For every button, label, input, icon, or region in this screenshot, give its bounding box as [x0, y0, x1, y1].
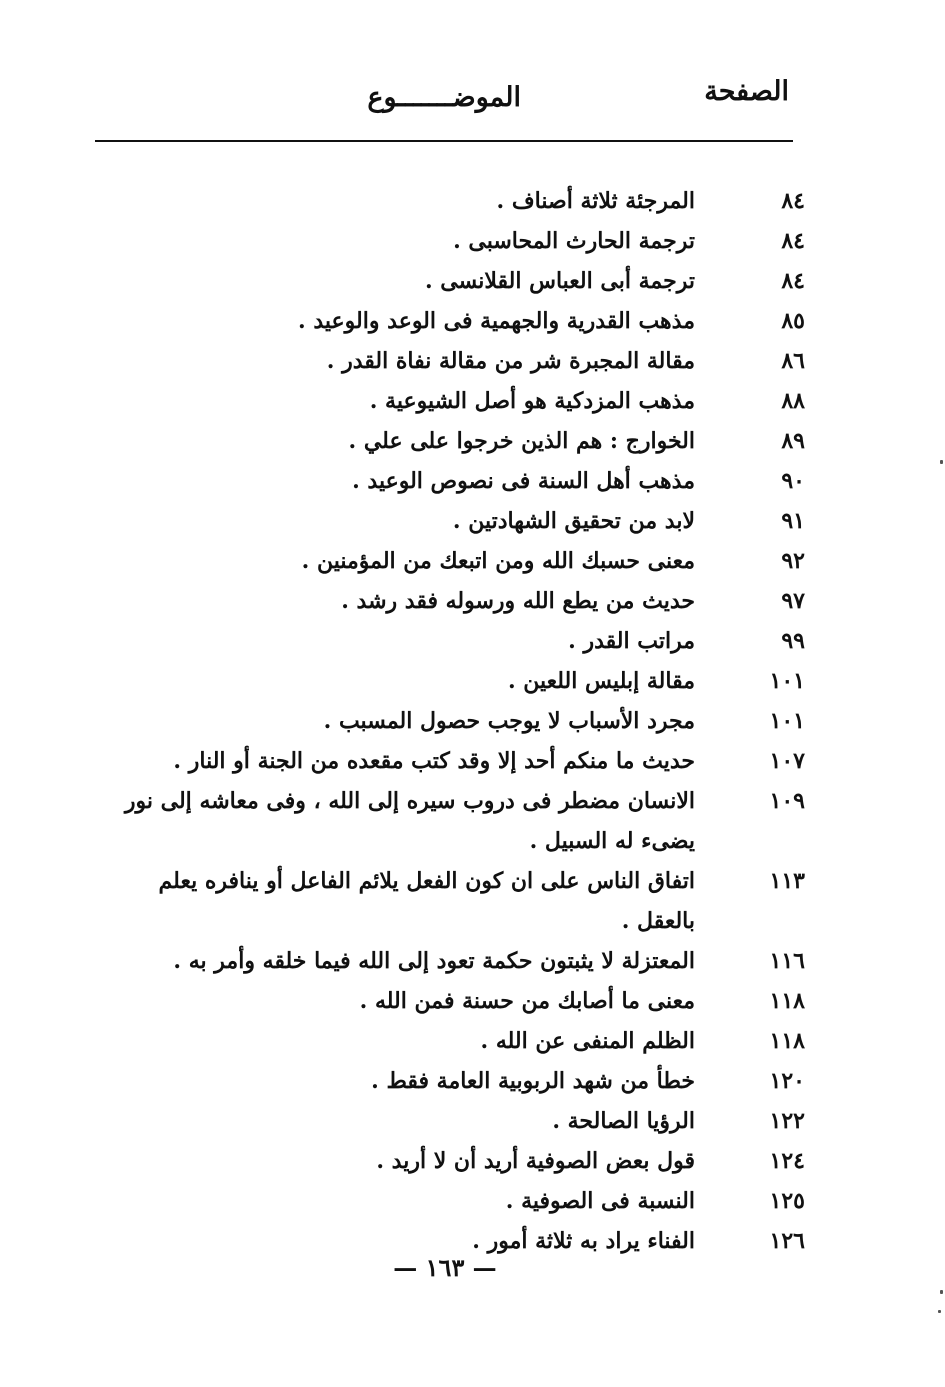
entry-page-number: ٨٦	[781, 348, 805, 374]
entry-title: الفناء يراد به ثلاثة أمور .	[472, 1228, 695, 1254]
entry-page-number: ٨٤	[781, 188, 805, 214]
table-header	[95, 72, 793, 120]
entry-page-number: ١٢٥	[769, 1188, 805, 1214]
scan-speck	[940, 1290, 943, 1294]
toc-entry	[100, 781, 805, 861]
entry-page-number: ١٢٠	[769, 1068, 805, 1094]
entry-title: مذهب المزدكية هو أصل الشيوعية .	[369, 388, 695, 414]
toc-entry	[100, 581, 805, 621]
toc-entry	[100, 261, 805, 301]
entry-title: مقالة إبليس اللعين .	[507, 668, 695, 694]
entry-page-number: ١٠٩	[769, 788, 805, 814]
toc-entry	[100, 941, 805, 981]
entry-title: مجرد الأسباب لا يوجب حصول المسبب .	[323, 708, 695, 734]
toc-entry	[100, 661, 805, 701]
entry-page-number: ١١٦	[769, 948, 805, 974]
entry-page-number: ٨٤	[781, 268, 805, 294]
toc-entry	[100, 861, 805, 941]
entry-page-number: ١٢٦	[769, 1228, 805, 1254]
entry-page-number: ١٠١	[769, 708, 805, 734]
entry-page-number: ١١٨	[769, 1028, 805, 1054]
toc-entry	[100, 1181, 805, 1221]
toc-entry	[100, 1101, 805, 1141]
entry-title: النسبة فى الصوفية .	[505, 1188, 695, 1214]
entry-page-number: ٩٧	[781, 588, 805, 614]
toc-entry	[100, 541, 805, 581]
entry-title: المعتزلة لا يثبتون حكمة تعود إلى الله فيما خلقه وأمر به .	[173, 948, 695, 974]
entry-title: مراتب القدر .	[568, 628, 695, 654]
toc-entry	[100, 1021, 805, 1061]
entry-page-number: ١١٣	[769, 868, 805, 894]
entry-title: الظلم المنفى عن الله .	[480, 1028, 695, 1054]
entry-title: خطأ من شهد الربوبية العامة فقط .	[371, 1068, 695, 1094]
entry-title: قول بعض الصوفية أريد أن لا أريد .	[376, 1148, 695, 1174]
entry-title: المرجئة ثلاثة أصناف .	[496, 188, 695, 214]
entry-title: معنى حسبك الله ومن اتبعك من المؤمنين .	[301, 548, 695, 574]
toc-entry	[100, 501, 805, 541]
page-column-heading: الصفحة	[704, 76, 789, 107]
toc-entry	[100, 341, 805, 381]
entry-title: الانسان مضطر فى دروب سيره إلى الله ، وفى معاشه إلى نور يضىء له السبيل .	[124, 788, 695, 854]
page-number: — ١٦٣ —	[393, 1253, 497, 1282]
entry-page-number: ٩٩	[781, 628, 805, 654]
entry-page-number: ١٠١	[769, 668, 805, 694]
entry-page-number: ١٠٧	[769, 748, 805, 774]
entry-title: حديث ما منكم أحد إلا وقد كتب مقعده من الجنة أو النار .	[173, 748, 695, 774]
entry-page-number: ٨٨	[781, 388, 805, 414]
toc-entry	[100, 461, 805, 501]
entry-page-number: ٨٩	[781, 428, 805, 454]
entry-page-number: ٨٥	[781, 308, 805, 334]
toc-entry	[100, 1141, 805, 1181]
entry-page-number: ١١٨	[769, 988, 805, 1014]
toc-entry	[100, 421, 805, 461]
entry-title: مذهب القدرية والجهمية فى الوعد والوعيد .	[298, 308, 695, 334]
contents-list	[100, 181, 805, 1261]
entry-page-number: ٩١	[781, 508, 805, 534]
entry-page-number: ٩٠	[781, 468, 805, 494]
toc-entry	[100, 1061, 805, 1101]
entry-title: لابد من تحقيق الشهادتين .	[452, 508, 695, 534]
entry-title: مقالة المجبرة شر من مقالة نفاة القدر .	[326, 348, 695, 374]
header-divider	[95, 140, 793, 142]
entry-title: ترجمة أبى العباس القلانسى .	[424, 268, 695, 294]
entry-title: معنى ما أصابك من حسنة فمن الله .	[359, 988, 695, 1014]
entry-title: اتفاق الناس على ان كون الفعل يلائم الفاعل أو ينافره يعلم بالعقل .	[158, 868, 695, 934]
entry-title: الرؤيا الصالحة .	[552, 1108, 695, 1134]
entry-title: مذهب أهل السنة فى نصوص الوعيد .	[352, 468, 695, 494]
entry-title: حديث من يطع الله ورسوله فقد رشد .	[341, 588, 695, 614]
entry-title: ترجمة الحارث المحاسبى .	[453, 228, 695, 254]
toc-entry	[100, 221, 805, 261]
scan-speck	[940, 460, 943, 464]
toc-entry	[100, 701, 805, 741]
entry-page-number: ٨٤	[781, 228, 805, 254]
toc-entry	[100, 381, 805, 421]
toc-entry	[100, 181, 805, 221]
entry-title: الخوارج : هم الذين خرجوا على علي .	[348, 428, 695, 454]
toc-entry	[100, 621, 805, 661]
subject-column-heading: الموضـــــــوع	[367, 82, 521, 113]
entry-page-number: ٩٢	[781, 548, 805, 574]
toc-entry	[100, 741, 805, 781]
scan-speck	[938, 1310, 941, 1313]
toc-entry	[100, 301, 805, 341]
toc-entry	[100, 981, 805, 1021]
entry-page-number: ١٢٤	[769, 1148, 805, 1174]
entry-page-number: ١٢٢	[769, 1108, 805, 1134]
